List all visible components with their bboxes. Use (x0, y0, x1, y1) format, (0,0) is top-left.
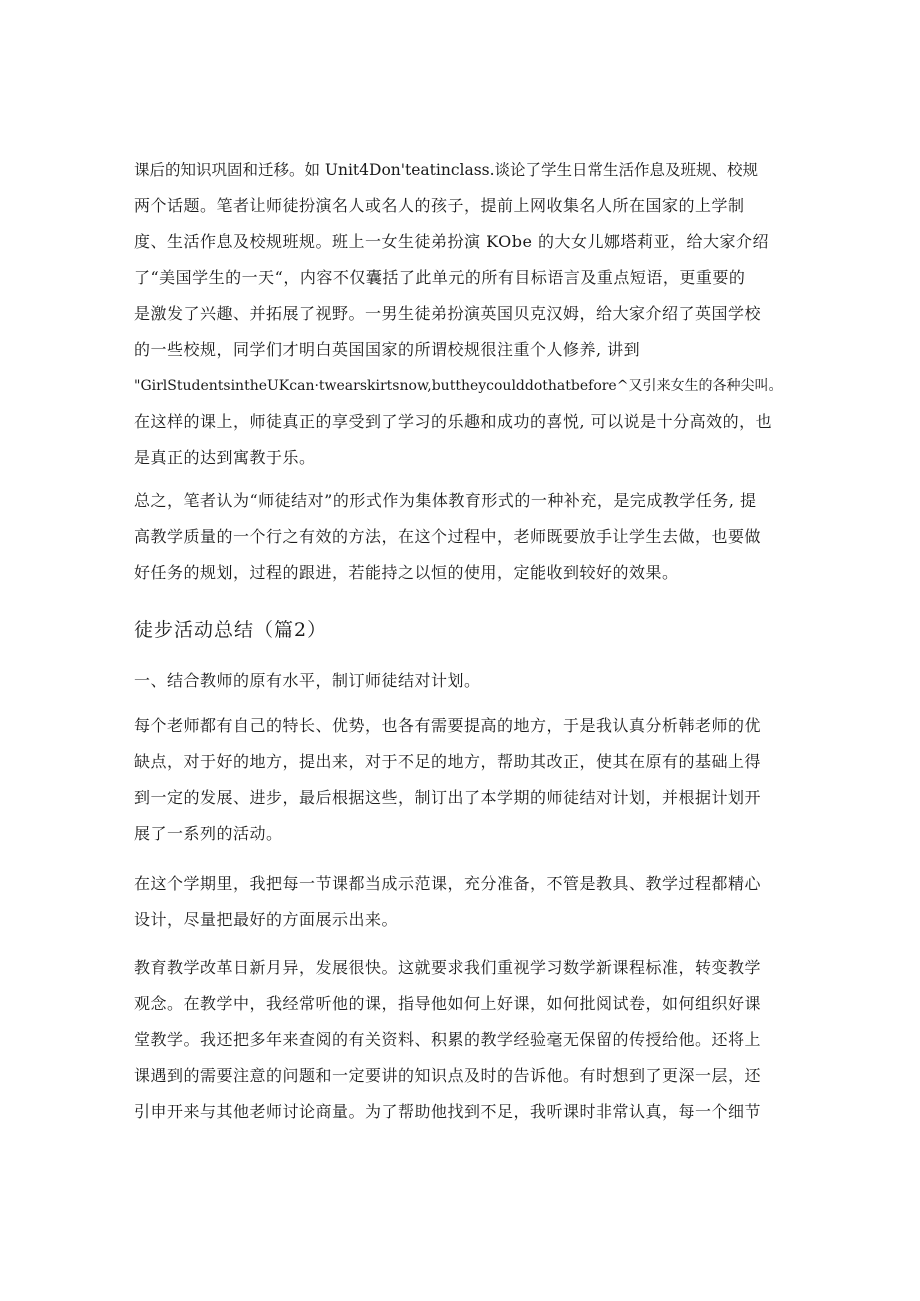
paragraph-1-line-8: 在这样的课上，师徒真正的享受到了学习的乐趣和成功的喜悦, 可以说是十分高效的，也 (134, 412, 773, 431)
paragraph-3-line-2: 缺点，对于好的地方，提出来，对于不足的地方，帮助其改正，使其在原有的基础上得 (134, 752, 762, 771)
paragraph-1-line-3: 度、生活作息及校规班规。班上一女生徒弟扮演 KObe 的大女儿娜塔莉亚，给大家介绍 (134, 232, 770, 251)
paragraph-1-line-4: 了“美国学生的一天“，内容不仅囊括了此单元的所有目标语言及重点短语，更重要的 (134, 268, 746, 287)
paragraph-3-line-3: 到一定的发展、进步，最后根据这些，制订出了本学期的师徒结对计划，并根据计划开 (134, 788, 762, 807)
paragraph-2-line-1: 总之，笔者认为“师徒结对”的形式作为集体教育形式的一种补充，是完成教学任务, 提 (134, 491, 757, 510)
paragraph-5-line-3: 堂教学。我还把多年来查阅的有关资料、积累的教学经验毫无保留的传授给他。还将上 (134, 1030, 762, 1049)
paragraph-5-line-4: 课遇到的需要注意的问题和一定要讲的知识点及时的告诉他。有时想到了更深一层，还 (134, 1066, 762, 1085)
paragraph-1-line-6: 的一些校规，同学们才明白英国国家的所谓校规很注重个人修养, 讲到 (134, 340, 641, 359)
paragraph-5-line-5: 引申开来与其他老师讨论商量。为了帮助他找到不足，我听课时非常认真，每一个细节 (134, 1102, 762, 1121)
subheading: 一、结合教师的原有水平，制订师徒结对计划。 (134, 671, 481, 690)
paragraph-3-line-1: 每个老师都有自己的特长、优势，也各有需要提高的地方，于是我认真分析韩老师的优 (134, 716, 762, 735)
paragraph-4-line-2: 设计，尽量把最好的方面展示出来。 (134, 910, 399, 929)
paragraph-1-line-7: "GirlStudentsintheUKcan·twearskirtsnow,buttheycoulddothatbefore^又引来女生的各种尖叫。 (134, 378, 783, 394)
paragraph-2-line-2: 高教学质量的一个行之有效的方法，在这个过程中，老师既要放手让学生去做，也要做 (134, 527, 762, 546)
paragraph-5-line-2: 观念。在教学中，我经常听他的课，指导他如何上好课，如何批阅试卷，如何组织好课 (134, 994, 762, 1013)
paragraph-2-line-3: 好任务的规划，过程的跟进，若能持之以恒的使用，定能收到较好的效果。 (134, 563, 679, 582)
paragraph-1-line-1: 课后的知识巩固和迁移。如 Unit4Don'teatinclass.谈论了学生日常生活作息及班规、校规 (134, 161, 759, 179)
paragraph-4-line-1: 在这个学期里，我把每一节课都当成示范课，充分准备，不管是教具、教学过程都精心 (134, 874, 762, 893)
paragraph-1-line-5: 是激发了兴趣、并拓展了视野。一男生徒弟扮演英国贝克汉姆，给大家介绍了英国学校 (134, 304, 762, 323)
paragraph-3-line-4: 展了一系列的活动。 (134, 824, 283, 843)
section-heading: 徒步活动总结（篇2） (134, 619, 328, 641)
paragraph-1-line-2: 两个话题。笔者让师徒扮演名人或名人的孩子，提前上网收集名人所在国家的上学制 (134, 196, 745, 215)
paragraph-1-line-9: 是真正的达到寓教于乐。 (134, 448, 316, 467)
paragraph-5-line-1: 教育教学改革日新月异，发展很快。这就要求我们重视学习数学新课程标准，转变教学 (134, 958, 762, 977)
